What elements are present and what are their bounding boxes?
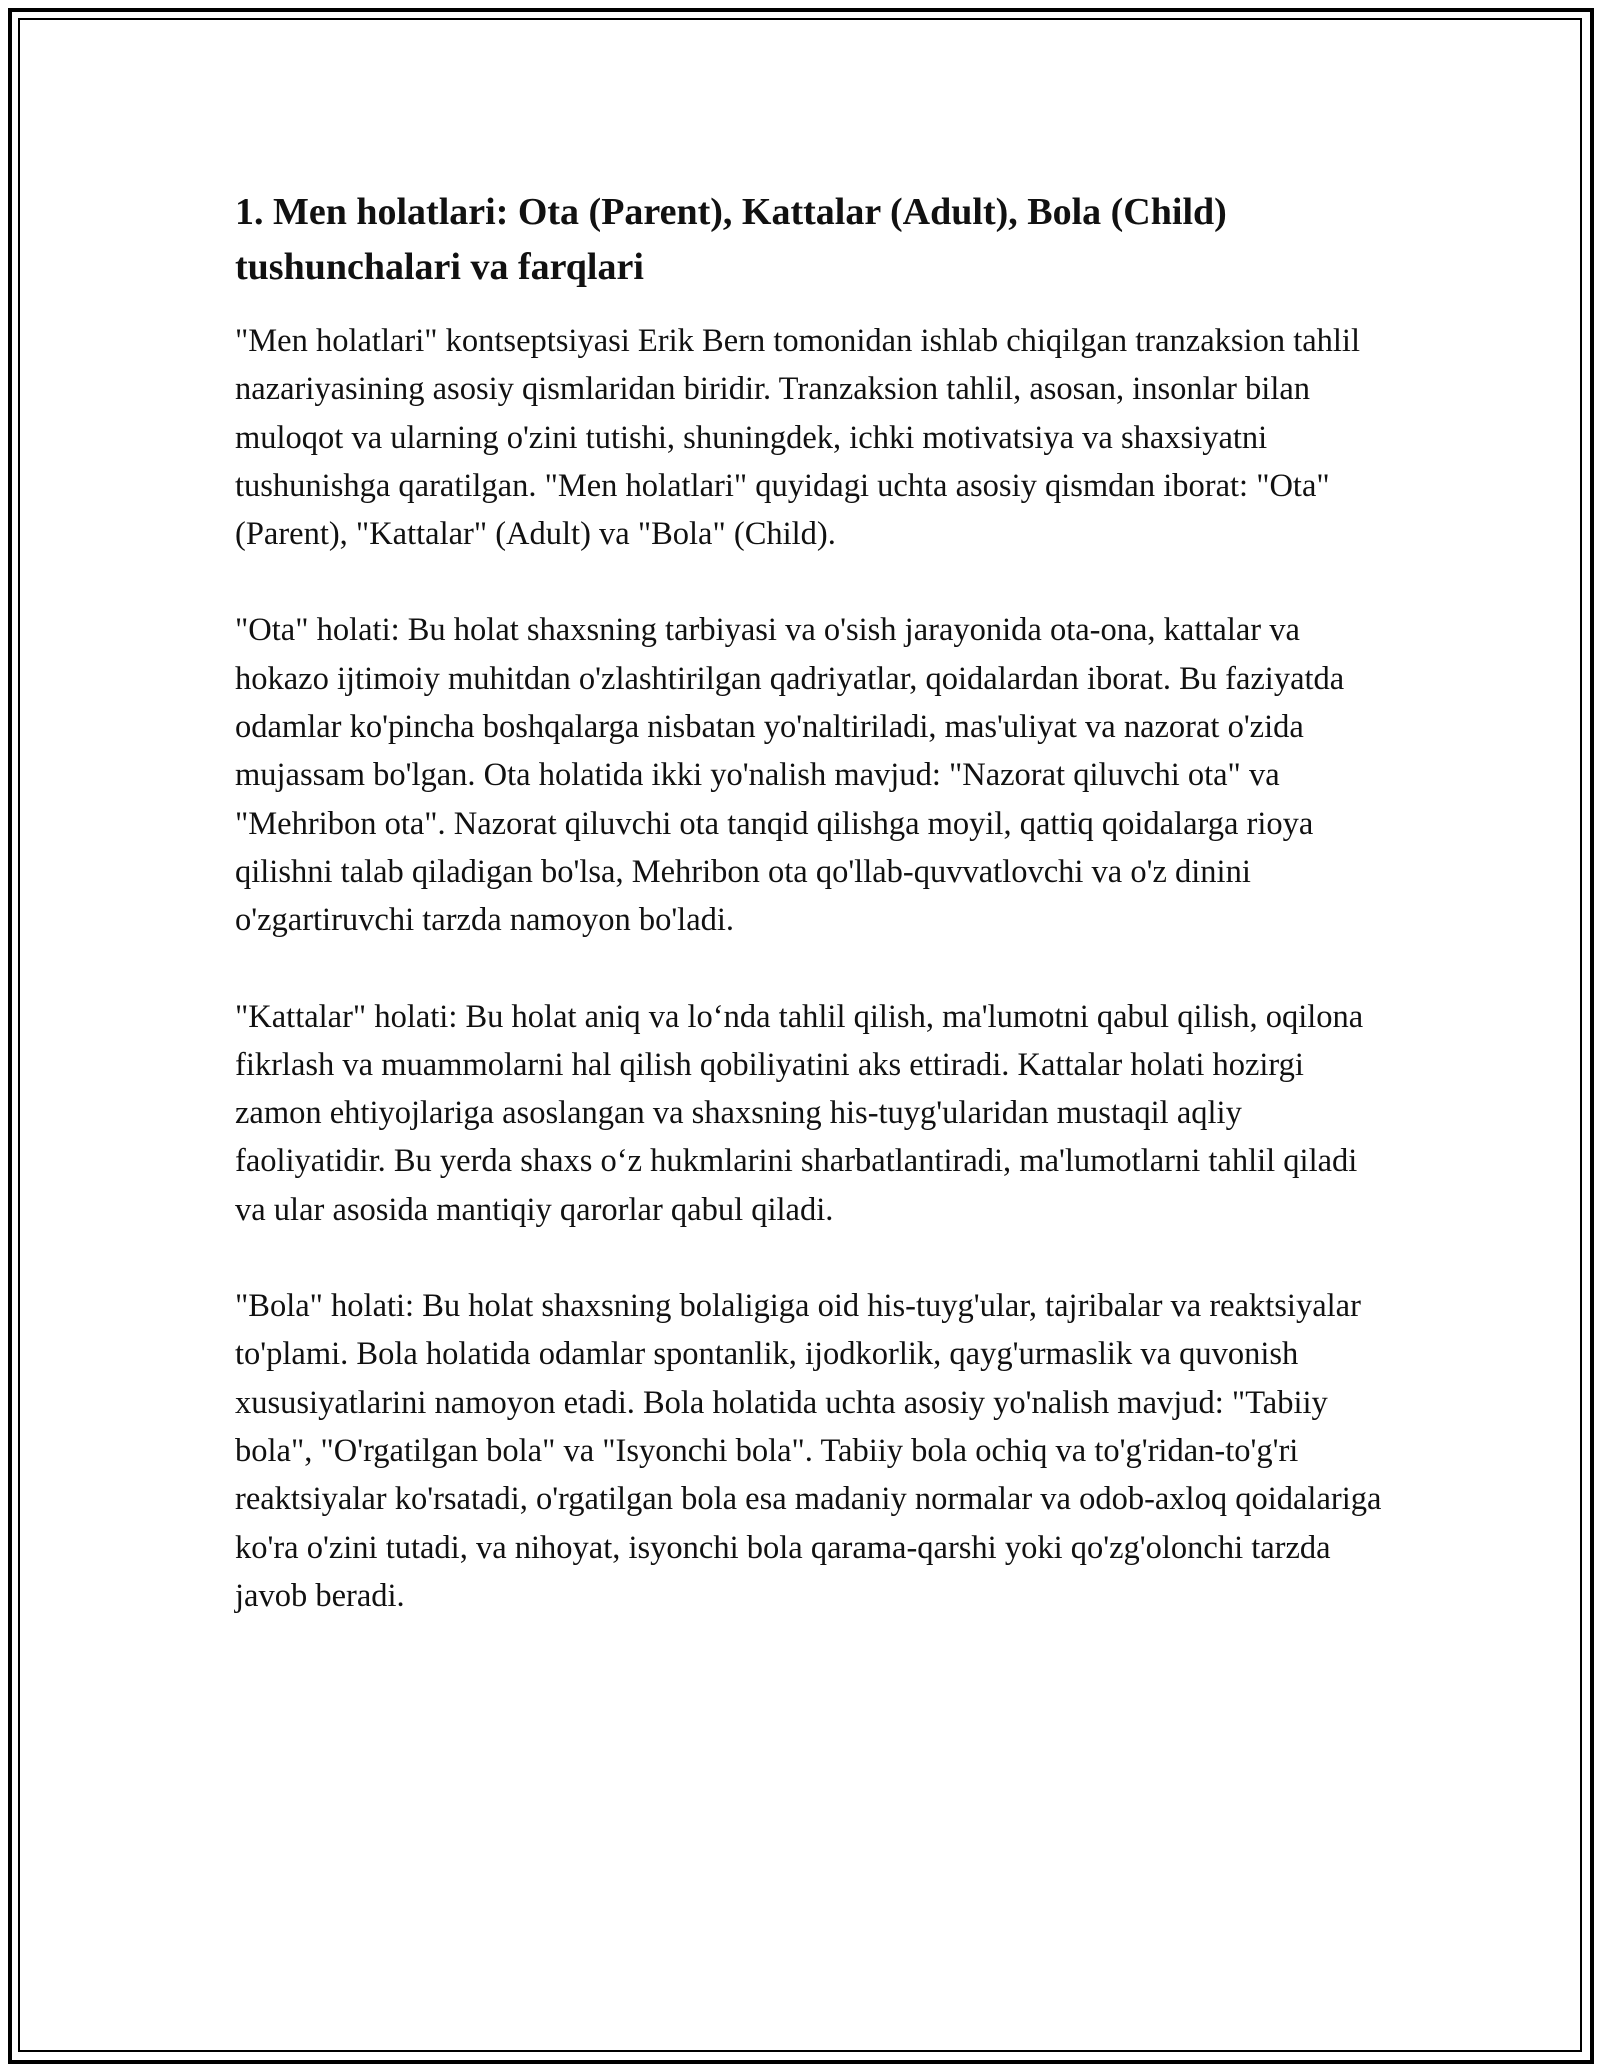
paragraph-child-state: "Bola" holati: Bu holat shaxsning bolaligiga oid his-tuyg'ular, tajribalar va reaktsiyalar to'plami. Bola holatida odamlar spontanlik, ijodkorlik, qayg'urmaslik va quvonish xususiyatlarini namoyon etadi. Bola holatida uchta asosiy yo'nalish mavjud: "Tabiiy bola", "O'rgatilgan bola" va "Isyonchi bola". Tabiiy bola ochiq va to'g'ridan-to'g'ri reaktsiyalar ko'rsatadi, o'rgatilgan bola esa madaniy normalar va odob-axloq qoidalariga ko'ra o'zini tutadi, va nihoyat, isyonchi bola qarama-qarshi yoki qo'zg'olonchi tarzda javob beradi. (235, 1288, 1382, 1614)
paragraph-intro: "Men holatlari" kontseptsiyasi Erik Bern tomonidan ishlab chiqilgan tranzaksion tahlil nazariyasining asosiy qismlaridan biridir. Tranzaksion tahlil, asosan, insonlar bilan muloqot va ularning o'zini tutishi, shuningdek, ichki motivatsiya va shaxsiyatni tushunishga qaratilgan. "Men holatlari" quyidagi uchta asosiy qismdan iborat: "Ota" (Parent), "Kattalar" (Adult) va "Bola" (Child). (235, 323, 1360, 553)
paragraph-parent-state: "Ota" holati: Bu holat shaxsning tarbiyasi va o'sish jarayonida ota-ona, kattalar va hokazo ijtimoiy muhitdan o'zlashtirilgan qadriyatlar, qoidalardan iborat. Bu faziyatda odamlar ko'pincha boshqalarga nisbatan yo'naltiriladi, mas'uliyat va nazorat o'zida mujassam bo'lgan. Ota holatida ikki yo'nalish mavjud: "Nazorat qiluvchi ota" va "Mehribon ota". Nazorat qiluvchi ota tanqid qilishga moyil, qattiq qoidalarga rioya qilishni talab qiladigan bo'lsa, Mehribon ota qo'llab-quvvatlovchi va o'z dinini o'zgartiruvchi tarzda namoyon bo'ladi. (235, 612, 1345, 939)
section-title: 1. Men holatlari: Ota (Parent), Kattalar (Adult), Bola (Child) tushunchalari va farqlari (235, 191, 1227, 288)
paragraph-adult-state: "Kattalar" holati: Bu holat aniq va lo‘nda tahlil qilish, ma'lumotni qabul qilish, oqilona fikrlash va muammolarni hal qilish qobiliyatini aks ettiradi. Kattalar holati hozirgi zamon ehtiyojlariga asoslangan va shaxsning his-tuyg'ularidan mustaqil aqliy faoliyatidir. Bu yerda shaxs o‘z hukmlarini sharbatlantiradi, ma'lumotlarni tahlil qiladi va ular asosida mantiqiy qarorlar qabul qiladi. (235, 998, 1364, 1228)
document-body (235, 185, 1385, 1620)
